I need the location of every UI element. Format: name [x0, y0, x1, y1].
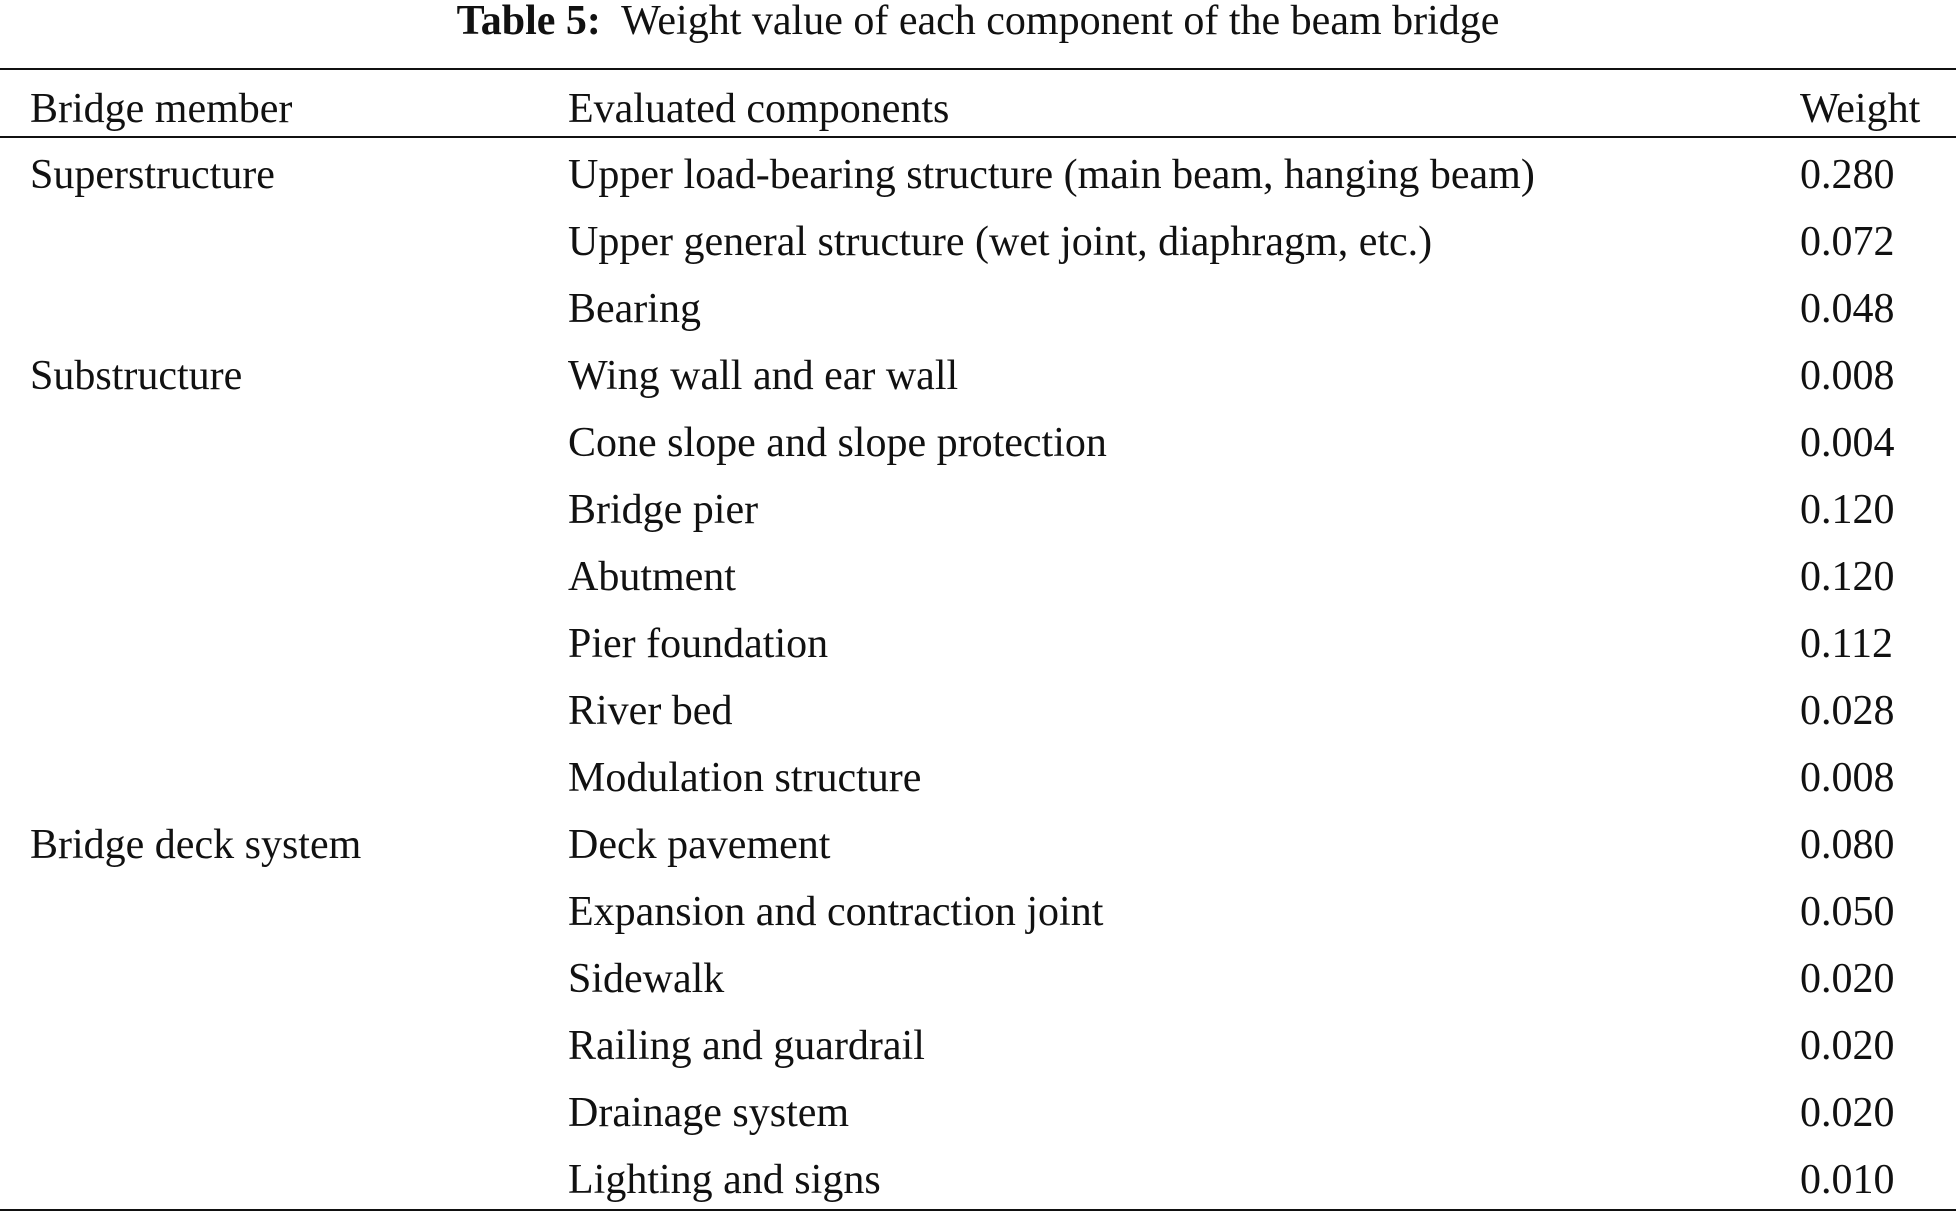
row-weight: 0.020	[1800, 1090, 1895, 1136]
row-component: Modulation structure	[568, 755, 922, 801]
row-weight: 0.010	[1800, 1157, 1895, 1203]
header-weight: Weight	[1800, 86, 1921, 132]
row-weight: 0.004	[1800, 420, 1895, 466]
row-component: Sidewalk	[568, 956, 725, 1002]
row-bridge-member: Substructure	[30, 353, 243, 399]
row-component: Railing and guardrail	[568, 1023, 925, 1069]
table-caption-text: Weight value of each component of the beam bridge	[621, 0, 1500, 44]
row-component: Bridge pier	[568, 487, 759, 533]
row-component: Lighting and signs	[568, 1157, 881, 1203]
row-component: Upper load-bearing structure (main beam, hanging beam)	[568, 152, 1535, 198]
row-bridge-member: Bridge deck system	[30, 822, 362, 868]
row-component: Expansion and contraction joint	[568, 889, 1104, 935]
row-weight: 0.280	[1800, 152, 1895, 198]
table-caption	[0, 0, 1956, 42]
header-bridge-member: Bridge member	[30, 86, 293, 132]
header-evaluated-components: Evaluated components	[568, 86, 950, 132]
row-weight: 0.120	[1800, 554, 1895, 600]
row-weight: 0.072	[1800, 219, 1895, 265]
row-weight: 0.080	[1800, 822, 1895, 868]
row-component: River bed	[568, 688, 733, 734]
row-weight: 0.112	[1800, 621, 1893, 667]
row-weight: 0.008	[1800, 755, 1895, 801]
row-component: Abutment	[568, 554, 736, 600]
table-caption-label: Table 5:	[456, 0, 601, 44]
row-component: Deck pavement	[568, 822, 831, 868]
row-component: Upper general structure (wet joint, diaphragm, etc.)	[568, 219, 1433, 265]
row-component: Pier foundation	[568, 621, 829, 667]
row-weight: 0.120	[1800, 487, 1895, 533]
row-weight: 0.028	[1800, 688, 1895, 734]
row-weight: 0.050	[1800, 889, 1895, 935]
row-weight: 0.020	[1800, 956, 1895, 1002]
row-component: Wing wall and ear wall	[568, 353, 959, 399]
table-bottom-rule	[0, 1209, 1956, 1211]
row-component: Cone slope and slope protection	[568, 420, 1107, 466]
table-top-rule	[0, 68, 1956, 70]
row-weight: 0.048	[1800, 286, 1895, 332]
row-weight: 0.020	[1800, 1023, 1895, 1069]
row-component: Bearing	[568, 286, 701, 332]
row-weight: 0.008	[1800, 353, 1895, 399]
row-bridge-member: Superstructure	[30, 152, 275, 198]
row-component: Drainage system	[568, 1090, 850, 1136]
table-header-rule	[0, 136, 1956, 138]
